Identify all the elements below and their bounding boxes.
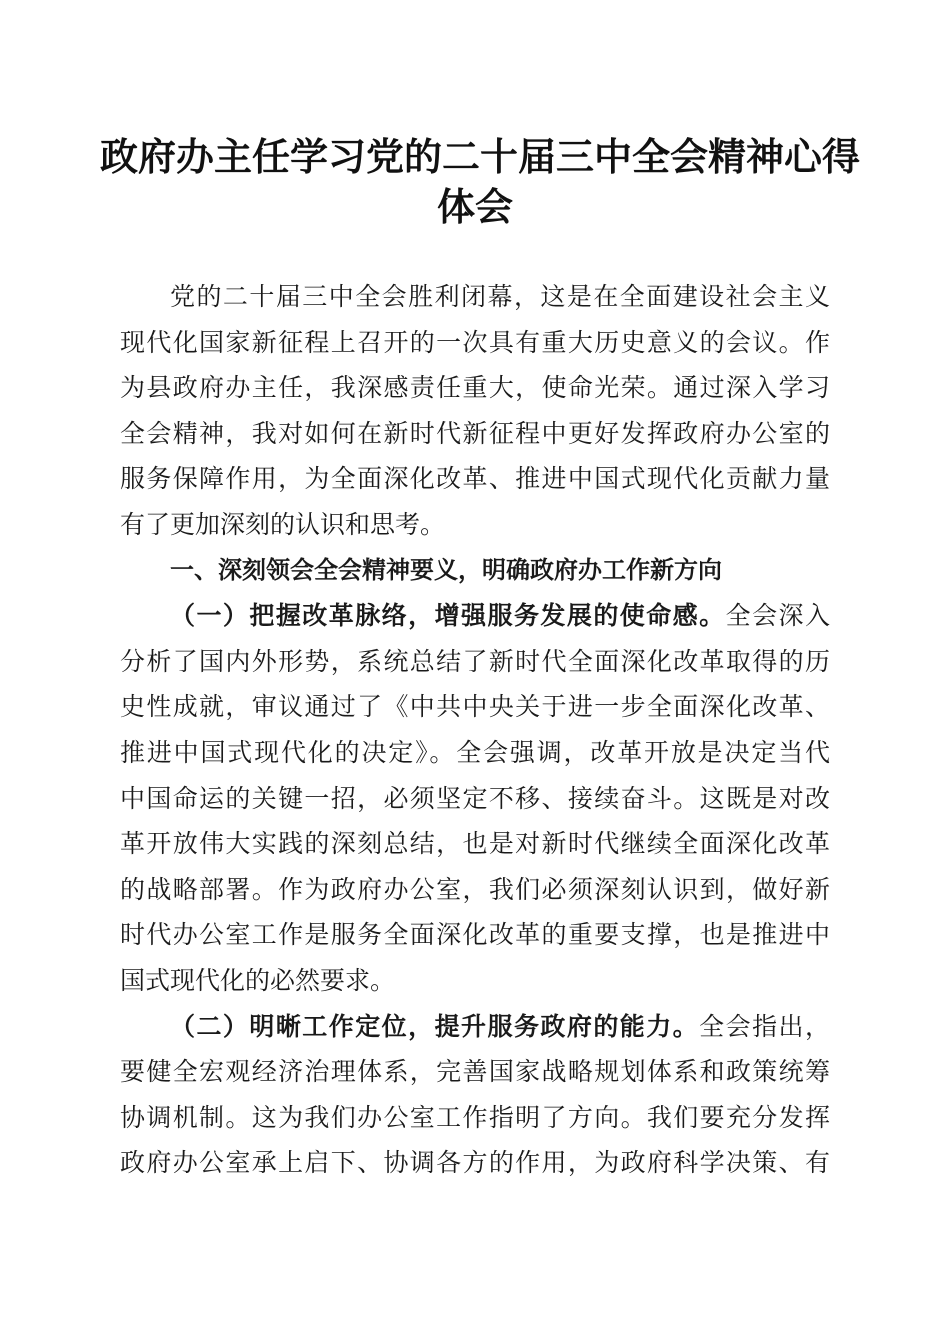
paragraph-line: 党的二十届三中全会胜利闭幕，这是在全面建设社会主义: [170, 282, 830, 311]
paragraph-line: [120, 1004, 830, 1050]
paragraph-line: 为县政府办主任，我深感责任重大，使命光荣。通过深入学习: [120, 373, 830, 403]
paragraph-line: 有了更加深刻的认识和思考。: [120, 509, 446, 539]
subsection-heading: （二）明晰工作定位，提升服务政府的能力。: [170, 1011, 700, 1041]
paragraph-line: 现代化国家新征程上召开的一次具有重大历史意义的会议。作: [120, 327, 830, 357]
subsection-paragraph-1: [120, 593, 830, 1003]
subsection-heading: （一）把握改革脉络，增强服务发展的使命感。: [170, 601, 726, 631]
title-line-2: 体会: [436, 184, 513, 229]
paragraph-line: 革开放伟大实践的深刻总结，也是对新时代继续全面深化改革: [120, 829, 830, 859]
paragraph-line: 服务保障作用，为全面深化改革、推进中国式现代化贡献力量: [120, 464, 830, 494]
paragraph-line: 中国命运的关键一招，必须坚定不移、接续奋斗。这既是对改: [120, 783, 830, 813]
paragraph-line: 史性成就，审议通过了《中共中央关于进一步全面深化改革、: [120, 692, 830, 722]
paragraph-line: 分析了国内外形势，系统总结了新时代全面深化改革取得的历: [120, 646, 830, 676]
paragraph-line: 要健全宏观经济治理体系，完善国家战略规划体系和政策统筹: [120, 1057, 830, 1087]
paragraph-line: 协调机制。这为我们办公室工作指明了方向。我们要充分发挥: [120, 1102, 830, 1132]
document-body: [120, 274, 830, 1186]
paragraph-text: 全会指出，: [699, 1011, 830, 1041]
paragraph-line: 的战略部署。作为政府办公室，我们必须深刻认识到，做好新: [120, 874, 830, 904]
intro-paragraph: [120, 274, 830, 548]
title-line-1: 政府办主任学习党的二十届三中全会精神心得: [100, 134, 861, 179]
document-title: [100, 132, 861, 232]
paragraph-text: 全会深入: [725, 601, 830, 631]
paragraph-line: 时代办公室工作是服务全面深化改革的重要支撑，也是推进中: [120, 920, 830, 950]
section-heading: 一、深刻领会全会精神要义，明确政府办工作新方向: [170, 555, 722, 584]
paragraph-line: [120, 593, 830, 639]
paragraph-line: 政府办公室承上启下、协调各方的作用，为政府科学决策、有: [120, 1148, 830, 1178]
paragraph-line: 国式现代化的必然要求。: [120, 965, 396, 995]
subsection-paragraph-2: [120, 1004, 830, 1186]
paragraph-line: 全会精神，我对如何在新时代新征程中更好发挥政府办公室的: [120, 418, 830, 448]
paragraph-line: 推进中国式现代化的决定》。全会强调，改革开放是决定当代: [120, 737, 830, 767]
